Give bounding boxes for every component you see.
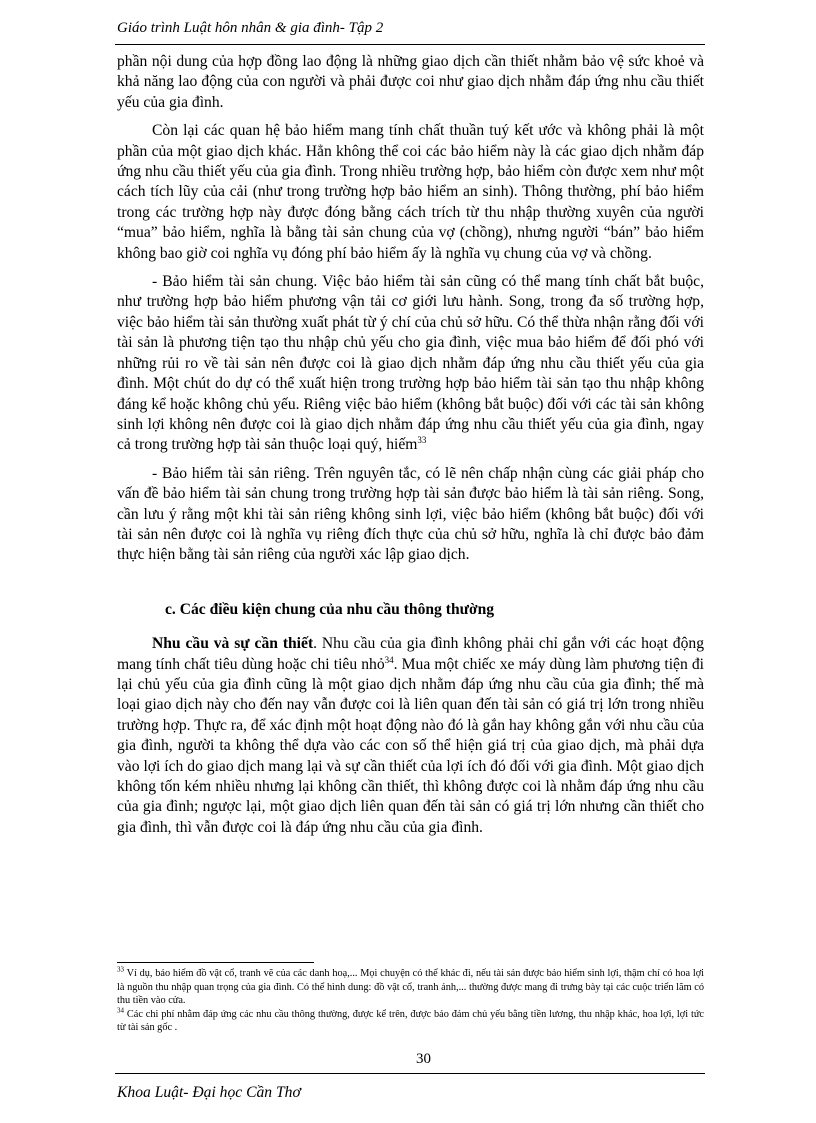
paragraph: Còn lại các quan hệ bảo hiểm mang tính chất thuần tuý kết ước và không phải là một phần của một giao dịch khác. Hẳn không thể coi các bảo hiểm này là các giao dịch nhằm đáp ứng nhu cầu thiết yếu của gia đình. Trong nhiều trường hợp, bảo hiểm còn được xem như một cách tích lũy của cải (như trong trường hợp bảo hiểm an sinh). Thông thường, phí bảo hiểm trong các trường hợp này được đóng bằng cách trích từ thu nhập thường xuyên của người “mua” bảo hiểm, nghĩa là bằng tài sản chung của vợ (chồng), nhưng người “bán” bảo hiểm không bao giờ coi nghĩa vụ đóng phí bảo hiểm ấy là nghĩa vụ chung của vợ và chồng. <box>117 122 704 262</box>
footnote-text: Ví dụ, bảo hiểm đồ vật cổ, tranh vẽ của các danh hoạ,... Mọi chuyện có thể khác đi, nếu tài sản được bảo hiểm sinh lợi, thậm chí có hoa lợi là nguồn thu nhập quan trọng của gia đình. Có thể hình dung: đồ vật cổ, tranh ảnh,... thường được mang đi trưng bày tại các cuộc triển lãm có thu tiền vào cửa. <box>117 968 704 1006</box>
paragraph: - Bảo hiểm tài sản riêng. Trên nguyên tắc, có lẽ nên chấp nhận cùng các giải pháp cho vấn đề bảo hiểm tài sản chung trong trường hợp tài sản được bảo hiểm là tài sản riêng. Song, cần lưu ý rằng một khi tài sản riêng không sinh lợi, việc bảo hiểm (không bắt buộc) đối với tài sản nên được coi là nghĩa vụ riêng đích thực của chủ sở hữu, nghĩa là chỉ được bảo đảm thực hiện bằng tài sản riêng của người xác lập giao dịch. <box>117 464 704 564</box>
footnote-ref-34: 34 <box>384 654 394 665</box>
footnote <box>117 967 704 1008</box>
paragraph: phần nội dung của hợp đồng lao động là những giao dịch cần thiết nhằm bảo vệ sức khoẻ và khả năng lao động của con người và phải được coi như giao dịch nhằm đáp ứng nhu cầu thiết yếu của gia đình. <box>117 53 704 111</box>
page-number: 30 <box>416 1051 431 1067</box>
footer-divider <box>115 1073 705 1074</box>
footnote-text: Các chi phí nhằm đáp ứng các nhu cầu thông thường, được kể trên, được bảo đảm chủ yếu bằng tiền lương, thu nhập khác, hoa lợi, lợi tức từ tài sản gốc . <box>117 1008 704 1033</box>
header-divider <box>115 44 705 45</box>
running-footer: Khoa Luật- Đại học Cần Thơ <box>117 1084 301 1101</box>
paragraph <box>117 272 704 456</box>
footnotes <box>117 967 704 1035</box>
footnote-number: 33 <box>117 965 124 974</box>
running-header: Giáo trình Luật hôn nhân & gia đình- Tập 2 <box>117 20 384 36</box>
footnote <box>117 1008 704 1035</box>
footnote-divider <box>117 962 314 963</box>
section-heading: c. Các điều kiện chung của nhu cầu thông thường <box>165 600 495 618</box>
paragraph-lead: Nhu cầu và sự cần thiết <box>152 635 314 653</box>
body-text <box>117 52 704 846</box>
paragraph-text: . Mua một chiếc xe máy dùng làm phương tiện đi lại chủ yếu của gia đình cũng là một giao dịch nhằm đáp ứng nhu cầu của gia đình; thế mà loại giao dịch này cho đến nay vẫn được coi là liên quan đến tài sản có giá trị lớn trong nhiều trường hợp. Thực ra, để xác định một hoạt động nào đó là gắn hay không gắn với nhu cầu của gia đình, người ta không thể dựa vào các con số thể hiện giá trị của giao dịch, mà phải dựa vào lợi ích do giao dịch mang lại và sự cần thiết của lợi ích đó đối với gia đình. Một giao dịch không tốn kém nhiều nhưng lại không cần thiết, thì không được coi là nhằm đáp ứng nhu cầu của gia đình; ngược lại, một giao dịch liên quan đến tài sản có giá trị lớn nhưng cần thiết cho gia đình, thì vẫn được coi là đáp ứng nhu cầu của gia đình. <box>117 655 704 836</box>
footnote-ref-33: 33 <box>417 435 427 446</box>
paragraph-text: . Nhu cầu của gia đình không phải chỉ gắn với các hoạt động mang tính chất tiêu dùng hoặc chi tiêu nhỏ <box>117 635 704 673</box>
footnote-number: 34 <box>117 1006 124 1015</box>
paragraph <box>117 634 704 838</box>
paragraph-text: - Bảo hiểm tài sản chung. Việc bảo hiểm tài sản cũng có thể mang tính chất bắt buộc, như trường hợp bảo hiểm phương vận tải cơ giới lưu hành. Song, trong đa số trường hợp, việc bảo hiểm tài sản thường xuất phát từ ý chí của chủ sở hữu. Có thể thừa nhận rằng đối với tài sản là phương tiện tạo thu nhập chủ yếu cho gia đình, việc mua bảo hiểm để đối phó với những rủi ro về tài sản nên được coi là giao dịch nhằm đáp ứng nhu cầu thiết yếu của gia đình. Một chút do dự có thể xuất hiện trong trường hợp bảo hiểm tài sản tạo thu nhập không đáng kể hoặc không chủ yếu. Riêng việc bảo hiểm (không bắt buộc) đối với các tài sản không sinh lợi không nên được coi là giao dịch nhằm đáp ứng nhu cầu thiết yếu của gia đình, ngay cả trong trường hợp tài sản thuộc loại quý, hiếm <box>117 273 704 454</box>
